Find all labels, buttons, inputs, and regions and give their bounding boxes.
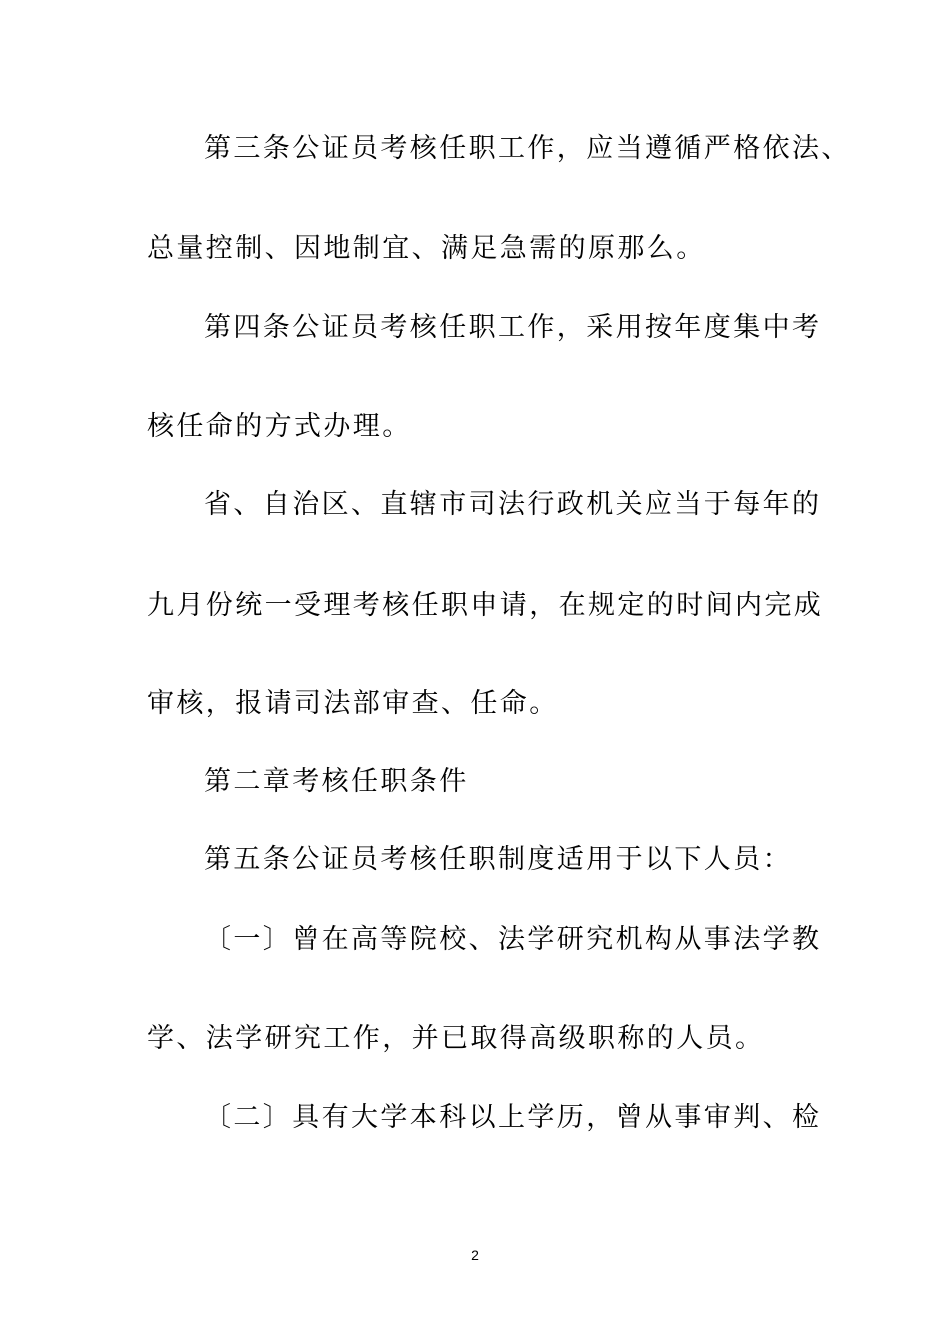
paragraph-item-2-line-1: 〔二〕具有大学本科以上学历，曾从事审判、检 <box>204 1102 822 1133</box>
paragraph-article-3-line-2: 总量控制、因地制宜、满足急需的原那么。 <box>147 233 706 264</box>
page-number: 2 <box>471 1247 479 1263</box>
paragraph-article-4-line-1: 第四条公证员考核任职工作，采用按年度集中考 <box>204 312 822 343</box>
paragraph-item-1-line-2: 学、法学研究工作，并已取得高级职称的人员。 <box>147 1023 765 1054</box>
paragraph-article-5: 第五条公证员考核任职制度适用于以下人员： <box>204 844 792 875</box>
paragraph-article-4-line-2: 核任命的方式办理。 <box>147 411 412 442</box>
paragraph-item-1-line-1: 〔一〕曾在高等院校、法学研究机构从事法学教 <box>204 924 822 955</box>
paragraph-provinces-line-2: 九月份统一受理考核任职申请，在规定的时间内完成 <box>147 590 824 621</box>
paragraph-provinces-line-3: 审核，报请司法部审查、任命。 <box>147 688 559 719</box>
chapter-2-heading: 第二章考核任职条件 <box>204 766 469 797</box>
paragraph-provinces-line-1: 省、自治区、直辖市司法行政机关应当于每年的 <box>204 489 822 520</box>
paragraph-article-3-line-1: 第三条公证员考核任职工作，应当遵循严格依法、 <box>204 133 851 164</box>
